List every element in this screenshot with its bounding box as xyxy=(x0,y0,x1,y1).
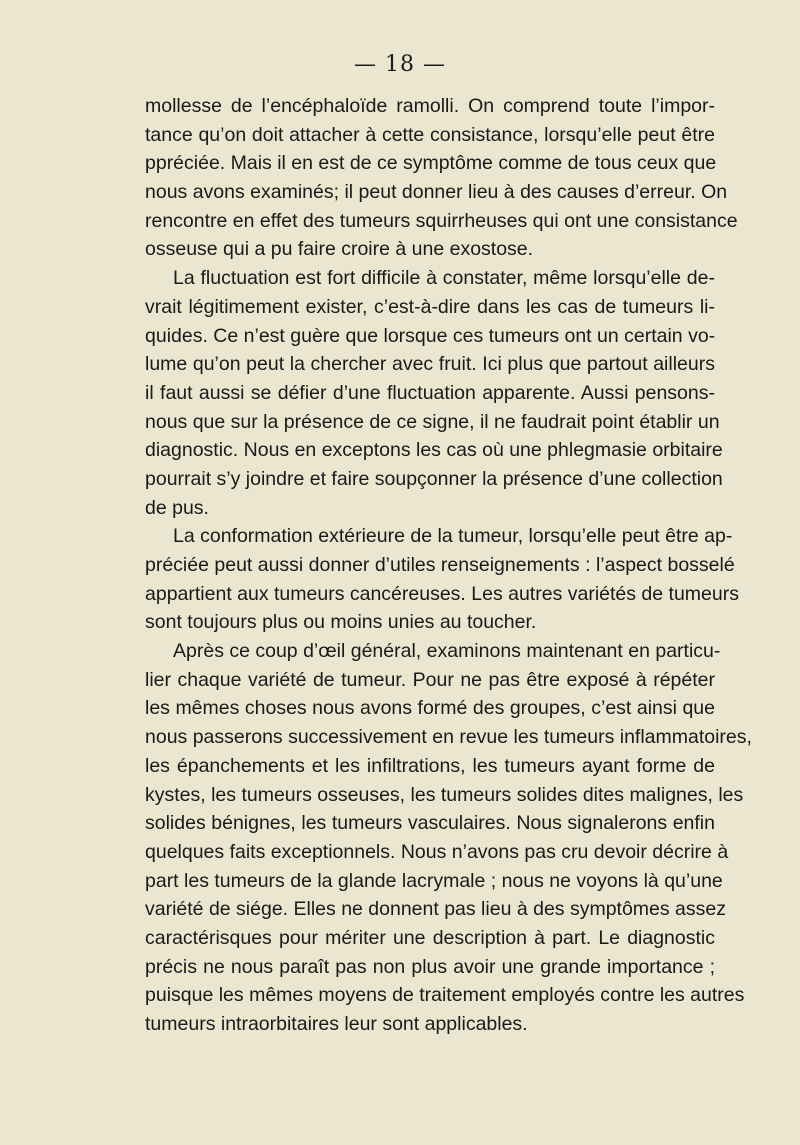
text-line: part les tumeurs de la glande lacrymale ; nous ne voyons là qu’une xyxy=(145,869,723,892)
text-line: quides. Ce n’est guère que lorsque ces tumeurs ont un certain vo- xyxy=(145,324,716,347)
body-text xyxy=(145,92,752,1039)
text-line: vrait légitimement exister, c’est-à-dire dans les cas de tumeurs li- xyxy=(145,295,715,318)
text-line: lier chaque variété de tumeur. Pour ne pas être exposé à répéter xyxy=(145,668,715,691)
text-line: La conformation extérieure de la tumeur, lorsqu’elle peut être ap- xyxy=(173,525,733,548)
text-line: les mêmes choses nous avons formé des groupes, c’est ainsi que xyxy=(145,697,715,720)
text-line: ppréciée. Mais il en est de ce symptôme comme de tous ceux que xyxy=(145,152,717,175)
text-line: diagnostic. Nous en exceptons les cas où une phlegmasie orbitaire xyxy=(145,439,723,462)
text-line: Après ce coup d’œil général, examinons maintenant en particu- xyxy=(173,640,721,663)
text-line: sont toujours plus ou moins unies au toucher. xyxy=(145,611,537,634)
text-line: de pus. xyxy=(145,496,209,519)
text-line: précis ne nous paraît pas non plus avoir une grande importance ; xyxy=(145,955,715,978)
text-line: il faut aussi se défier d’une fluctuation apparente. Aussi pensons- xyxy=(145,381,715,404)
text-line: préciée peut aussi donner d’utiles renseignements : l’aspect bosselé xyxy=(145,554,735,576)
text-line: lume qu’on peut la chercher avec fruit. Ici plus que partout ailleurs xyxy=(145,353,715,376)
text-line: nous avons examinés; il peut donner lieu à des causes d’erreur. On xyxy=(145,181,728,204)
text-line: kystes, les tumeurs osseuses, les tumeurs solides dites malignes, les xyxy=(145,783,744,806)
text-line: caractérisques pour mériter une description à part. Le diagnostic xyxy=(145,926,715,949)
page-number: — 18 — xyxy=(354,52,446,77)
text-line: les épanchements et les infiltrations, les tumeurs ayant forme de xyxy=(145,754,715,777)
text-line: appartient aux tumeurs cancéreuses. Les autres variétés de tumeurs xyxy=(145,582,739,605)
text-line: tance qu’on doit attacher à cette consistance, lorsqu’elle peut être xyxy=(145,123,715,146)
text-line: La fluctuation est fort difficile à constater, même lorsqu’elle de- xyxy=(173,267,715,290)
text-line: osseuse qui a pu faire croire à une exostose. xyxy=(145,238,534,261)
text-line: solides bénignes, les tumeurs vasculaires. Nous signalerons enfin xyxy=(145,812,715,835)
text-line: rencontre en effet des tumeurs squirrheuses qui ont une consistance xyxy=(145,209,738,232)
text-line: mollesse de l’encéphaloïde ramolli. On comprend toute l’impor- xyxy=(145,95,715,117)
text-line: nous passerons successivement en revue les tumeurs inflammatoires, xyxy=(145,726,752,749)
text-line: nous que sur la présence de ce signe, il ne faudrait point établir un xyxy=(145,410,720,433)
text-line: quelques faits exceptionnels. Nous n’avons pas cru devoir décrire à xyxy=(145,840,729,863)
text-line: variété de siége. Elles ne donnent pas lieu à des symptômes assez xyxy=(145,898,727,921)
text-line: puisque les mêmes moyens de traitement employés contre les autres xyxy=(145,984,745,1007)
text-line: tumeurs intraorbitaires leur sont applicables. xyxy=(145,1013,528,1035)
text-line: pourrait s’y joindre et faire soupçonner la présence d’une collection xyxy=(145,467,723,490)
